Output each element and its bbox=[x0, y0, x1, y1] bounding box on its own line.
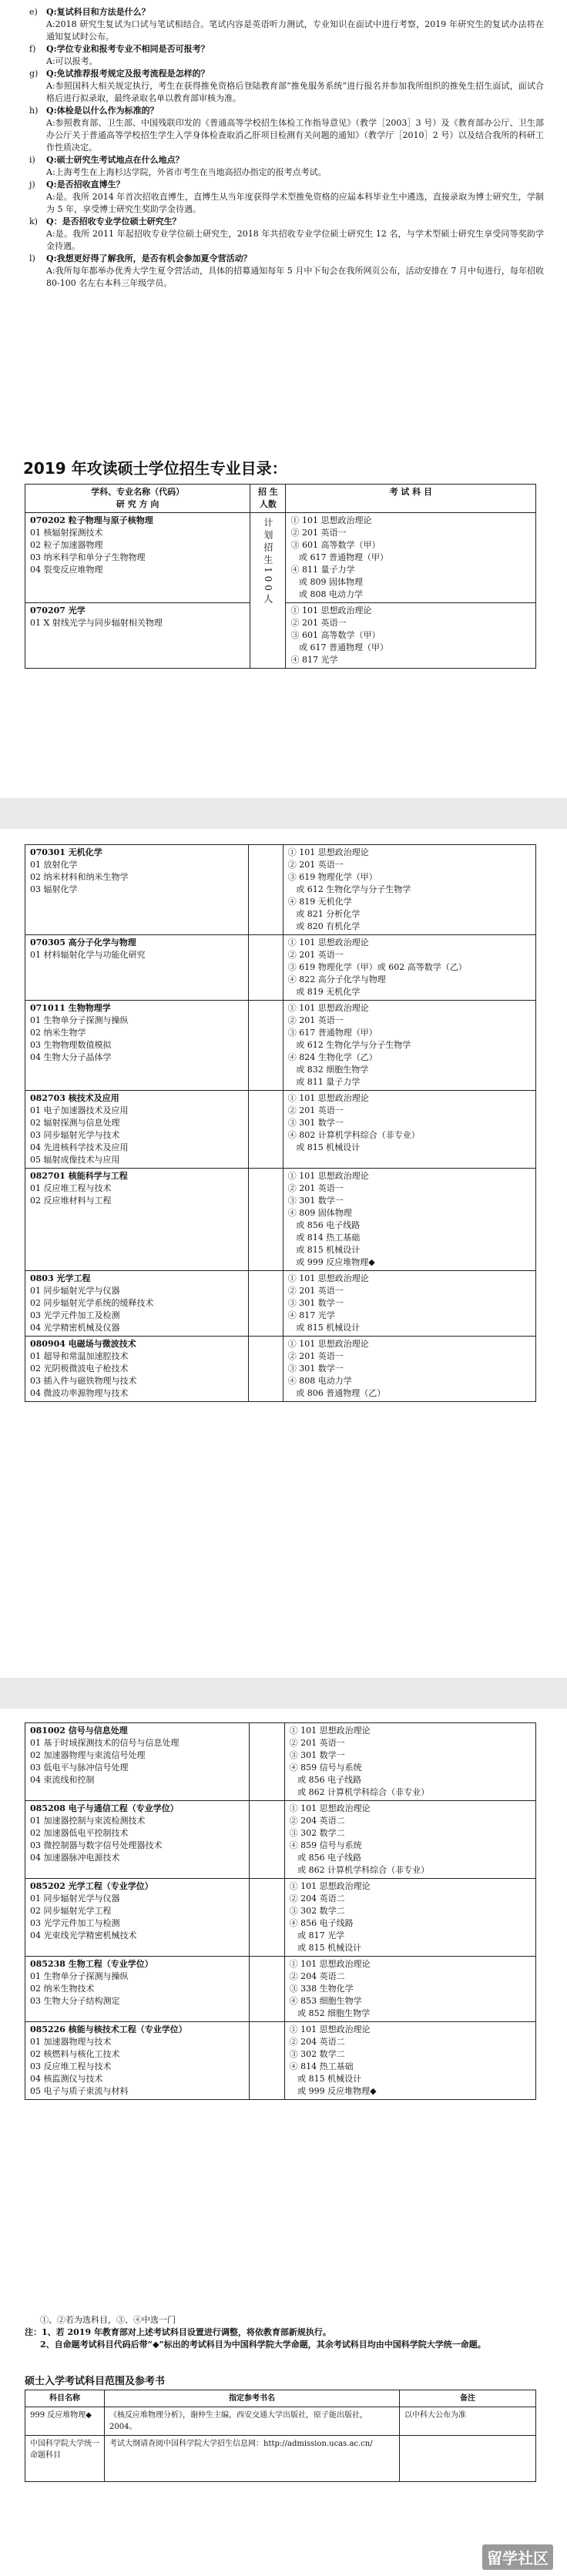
exam-subject: ② 201 英语一 bbox=[287, 1351, 344, 1361]
major-row bbox=[25, 513, 536, 603]
research-direction: 01 基于时域探测技术的信号与信息处理 bbox=[30, 1738, 179, 1748]
major-name: 070305 高分子化学与物理 bbox=[30, 937, 136, 948]
exam-subject: ② 201 英语一 bbox=[287, 950, 344, 960]
exam-subject: ③ 301 数学一 bbox=[287, 1363, 344, 1374]
exam-subject: 或 815 机械设计 bbox=[287, 1142, 361, 1152]
exam-subject: ④ 853 细胞生物学 bbox=[289, 1996, 362, 2006]
faq-item bbox=[29, 105, 544, 154]
research-direction: 04 光学精密机械及仪器 bbox=[30, 1323, 120, 1333]
faq-label: e) bbox=[29, 7, 38, 17]
subjects-cell bbox=[284, 1723, 535, 1801]
exam-subject: ④ 809 固体物理 bbox=[287, 1208, 352, 1218]
faq-answer: A:可以报考。 bbox=[46, 56, 98, 66]
major-row bbox=[25, 1271, 536, 1337]
exam-subject: 或 819 无机化学 bbox=[287, 987, 361, 997]
research-direction: 05 电子与质子束流与材料 bbox=[30, 2086, 129, 2096]
exam-subject: ① 101 思想政治理论 bbox=[287, 937, 369, 948]
major-row bbox=[25, 1723, 536, 1801]
quota-cell bbox=[248, 845, 283, 935]
subjects-cell bbox=[284, 2022, 535, 2100]
major-cell bbox=[25, 1271, 249, 1337]
exam-subject: ③ 302 数学二 bbox=[289, 2049, 345, 2059]
exam-subject: ③ 302 数学二 bbox=[289, 1906, 345, 1916]
major-row bbox=[25, 1001, 536, 1091]
exam-subject: ③ 601 高等数学（甲） bbox=[290, 630, 381, 640]
exam-subject: 或 862 计算机学科综合（非专业） bbox=[289, 1787, 430, 1797]
subjects-cell bbox=[284, 1801, 535, 1879]
exam-subject: 或 817 光学 bbox=[289, 1930, 345, 1940]
ref-row bbox=[25, 2407, 536, 2436]
major-cell bbox=[25, 935, 249, 1001]
exam-subject: 或 814 热工基础 bbox=[287, 1233, 361, 1243]
ref-subject: 中国科学院大学统一命题科目 bbox=[25, 2436, 105, 2482]
header-subjects: 考 试 科 目 bbox=[286, 485, 536, 513]
subjects-cell bbox=[284, 1957, 535, 2022]
note-1: 注：1、若 2019 年教育部对上述考试科目设置进行调整，将依教育部新规执行。 bbox=[25, 2327, 331, 2337]
faq-answer: A:是。我所 2011 年起招收专业学位硕士研究生，2018 年共招收专业学位硕士研究生 12 名，与学术型硕士研究生享受同等奖助学金待遇。 bbox=[46, 229, 544, 251]
exam-subject: ② 201 英语一 bbox=[289, 1738, 345, 1748]
research-direction: 03 光学元件加工与检测 bbox=[30, 1918, 120, 1928]
research-direction: 01 加速器物理与技术 bbox=[30, 2037, 112, 2047]
exam-subject: ② 204 英语二 bbox=[289, 1971, 345, 1981]
page-3 bbox=[0, 1709, 567, 2576]
major-name: 085202 光学工程（专业学位） bbox=[30, 1881, 153, 1891]
page-gap bbox=[0, 1678, 567, 1709]
quota-cell bbox=[248, 1091, 283, 1169]
faq-list bbox=[29, 6, 544, 290]
research-direction: 02 纳米生物学 bbox=[30, 1028, 86, 1038]
exam-subject: ④ 859 信号与系统 bbox=[289, 1763, 362, 1773]
exam-subject: 或 832 细胞生物学 bbox=[287, 1065, 369, 1075]
exam-subject: ④ 817 光学 bbox=[287, 1310, 335, 1320]
catalog-title: 2019 年攻读硕士学位招生专业目录： bbox=[23, 459, 287, 478]
quota-plan: 计划招生100人 bbox=[262, 518, 273, 606]
major-row bbox=[25, 1169, 536, 1271]
faq-answer: A:我所每年都举办优秀大学生夏令营活动，具体的招募通知每年 5 月中下旬会在我所网页公布，活动安排在 7 月中旬进行，每年招收 80-100 名左右本科三年级学员。 bbox=[46, 266, 544, 288]
exam-subject: ① 101 思想政治理论 bbox=[289, 1959, 371, 1969]
research-direction: 01 放射化学 bbox=[30, 860, 78, 870]
note-0: ①、②若为选科目，③、④中选一门 bbox=[40, 2315, 176, 2325]
faq-answer: A:2018 研究生复试为口试与笔试相结合。笔试内容是英语听力测试，专业知识在面试中进行考察，2019 年研究生的复试办法将在通知复试时公布。 bbox=[46, 19, 544, 42]
research-direction: 04 裂变反应堆物理 bbox=[30, 565, 103, 575]
page-2 bbox=[0, 829, 567, 1678]
research-direction: 03 同步辐射光学与技术 bbox=[30, 1130, 120, 1140]
faq-item bbox=[29, 43, 544, 68]
ref-header-name: 科目名称 bbox=[25, 2390, 105, 2407]
exam-subject: ③ 617 普通物理（甲） bbox=[287, 1028, 377, 1038]
faq-question: Q:复试科目和方法是什么？ bbox=[46, 7, 150, 17]
faq-question: Q:是否招收直博生？ bbox=[46, 179, 125, 190]
faq-answer: A:是。我所 2014 年首次招收直博生，直博生从当年度获得学术型推免资格的应届本科毕业生中遴选，直接录取为博士研究生，学制为 5 年，享受博士研究生奖助学金待遇。 bbox=[46, 192, 544, 214]
exam-subject: ④ 808 电动力学 bbox=[287, 1376, 352, 1386]
catalog-table-1 bbox=[25, 484, 536, 669]
exam-subject: ③ 619 物理化学（甲） bbox=[287, 872, 377, 882]
ref-book: 考试大纲请查阅中国科学院大学招生信息网：http://admission.ucas.ac.cn/ bbox=[105, 2436, 400, 2482]
exam-subject: 或 811 量子力学 bbox=[287, 1077, 361, 1087]
major-name: 082701 核能科学与工程 bbox=[30, 1171, 128, 1181]
major-name: 081002 信号与信息处理 bbox=[30, 1726, 128, 1736]
exam-subject: 或 612 生物化学与分子生物学 bbox=[287, 884, 411, 894]
major-cell bbox=[25, 1801, 250, 1879]
exam-subject: 或 815 机械设计 bbox=[287, 1323, 361, 1333]
research-direction: 03 生物大分子结构测定 bbox=[30, 1996, 120, 2006]
major-row bbox=[25, 1091, 536, 1169]
exam-subject: ④ 814 热工基础 bbox=[289, 2061, 354, 2071]
research-direction: 02 辐射探测与信息处理 bbox=[30, 1118, 120, 1128]
faq-answer: A:上海考生在上海杉达学院，外省市考生在当地高招办指定的报考点考试。 bbox=[46, 167, 327, 177]
research-direction: 04 束流线和控制 bbox=[30, 1775, 95, 1785]
quota-cell bbox=[250, 1957, 284, 2022]
quota-cell bbox=[250, 1879, 284, 1957]
exam-subject: 或 815 机械设计 bbox=[289, 2074, 362, 2084]
major-cell bbox=[25, 1337, 249, 1402]
exam-subject: 或 808 电动力学 bbox=[290, 589, 363, 599]
exam-subject: 或 815 机械设计 bbox=[289, 1943, 362, 1953]
exam-subject: ① 101 思想政治理论 bbox=[287, 847, 369, 857]
major-row bbox=[25, 1337, 536, 1402]
notes bbox=[25, 2314, 544, 2351]
exam-subject: ④ 856 电子线路 bbox=[289, 1918, 354, 1928]
research-direction: 03 微控制器与数字信号处理器技术 bbox=[30, 1840, 163, 1850]
research-direction: 01 反应堆工程与技术 bbox=[30, 1183, 112, 1193]
subjects-cell bbox=[283, 1169, 535, 1271]
faq-label: g) bbox=[29, 69, 39, 79]
research-direction: 03 插入件与磁铁物理与技术 bbox=[30, 1376, 137, 1386]
research-direction: 04 核监测仪与技术 bbox=[30, 2074, 103, 2084]
quota-cell bbox=[248, 935, 283, 1001]
research-direction: 04 光束线光学精密机械技术 bbox=[30, 1930, 137, 1940]
exam-subject: ② 201 英语一 bbox=[287, 1286, 344, 1296]
research-direction: 02 纳米生物技术 bbox=[30, 1984, 95, 1994]
research-direction: 03 辐射化学 bbox=[30, 884, 78, 894]
exam-subject: ② 201 英语一 bbox=[290, 528, 347, 538]
research-direction: 01 加速器控制与束流检测技术 bbox=[30, 1816, 146, 1826]
exam-subject: ① 101 思想政治理论 bbox=[287, 1003, 369, 1013]
ref-subject: 999 反应堆物理◆ bbox=[25, 2407, 105, 2436]
research-direction: 03 生物物理数值模拟 bbox=[30, 1040, 112, 1050]
major-row bbox=[25, 1801, 536, 1879]
subjects-cell bbox=[283, 1337, 535, 1402]
research-direction: 02 加速器物理与束流信号处理 bbox=[30, 1750, 146, 1760]
faq-question: Q:学位专业和报考专业不相同是否可报考？ bbox=[46, 44, 210, 54]
quota-cell bbox=[250, 1801, 284, 1879]
exam-subject: 或 806 普通物理（乙） bbox=[287, 1388, 386, 1398]
exam-subject: 或 617 普通物理（甲） bbox=[290, 642, 388, 652]
exam-subject: ① 101 思想政治理论 bbox=[290, 515, 372, 525]
ref-note bbox=[400, 2436, 536, 2482]
exam-subject: ② 204 英语二 bbox=[289, 1893, 345, 1903]
research-direction: 04 生物大分子晶体学 bbox=[30, 1052, 112, 1062]
major-name: 070202 粒子物理与原子核物理 bbox=[30, 515, 153, 525]
header-major: 学科、专业名称（代码） 研 究 方 向 bbox=[25, 485, 250, 513]
exam-subject: ② 201 英语一 bbox=[287, 860, 344, 870]
faq-item bbox=[29, 6, 544, 43]
research-direction: 04 加速器脉冲电源技术 bbox=[30, 1853, 120, 1863]
research-direction: 03 反应堆工程与技术 bbox=[30, 2061, 112, 2071]
major-cell bbox=[25, 603, 250, 669]
research-direction: 02 同步辐射光学系统的缓释技术 bbox=[30, 1298, 154, 1308]
research-direction: 02 同步辐射光学工程 bbox=[30, 1906, 112, 1916]
subjects-cell bbox=[283, 845, 535, 935]
major-name: 071011 生物物理学 bbox=[30, 1003, 111, 1013]
major-cell bbox=[25, 1957, 250, 2022]
major-cell bbox=[25, 1091, 249, 1169]
subjects-cell bbox=[283, 935, 535, 1001]
exam-subject: 或 852 细胞生物学 bbox=[289, 2008, 371, 2018]
faq-item bbox=[29, 253, 544, 290]
major-cell bbox=[25, 1001, 249, 1091]
exam-subject: ③ 301 数学一 bbox=[287, 1196, 344, 1206]
exam-subject: ④ 822 高分子化学与物理 bbox=[287, 974, 386, 984]
quota-cell bbox=[250, 2022, 284, 2100]
exam-subject: ① 101 思想政治理论 bbox=[289, 1726, 371, 1736]
exam-subject: ① 101 思想政治理论 bbox=[289, 2024, 371, 2034]
research-direction: 01 电子加速器技术及应用 bbox=[30, 1105, 129, 1115]
research-direction: 03 低电平与脉冲信号处理 bbox=[30, 1763, 129, 1773]
major-row bbox=[25, 2022, 536, 2100]
research-direction: 01 同步辐射光学与仪器 bbox=[30, 1286, 120, 1296]
major-name: 085238 生物工程（专业学位） bbox=[30, 1959, 153, 1969]
exam-subject: ③ 601 高等数学（甲） bbox=[290, 540, 381, 550]
research-direction: 01 生物单分子探测与操纵 bbox=[30, 1015, 129, 1025]
ref-header-note: 备注 bbox=[400, 2390, 536, 2407]
exam-subject: ④ 811 量子力学 bbox=[290, 565, 355, 575]
exam-subject: ① 101 思想政治理论 bbox=[289, 1881, 371, 1891]
exam-subject: ② 201 英语一 bbox=[287, 1105, 344, 1115]
exam-subject: ③ 301 数学一 bbox=[287, 1118, 344, 1128]
faq-label: f) bbox=[29, 44, 36, 54]
exam-subject: ③ 302 数学二 bbox=[289, 1828, 345, 1838]
research-direction: 02 反应堆材料与工程 bbox=[30, 1196, 112, 1206]
exam-subject: ① 101 思想政治理论 bbox=[287, 1273, 369, 1283]
faq-label: h) bbox=[29, 106, 39, 116]
exam-subject: ④ 819 无机化学 bbox=[287, 897, 352, 907]
exam-subject: ① 101 思想政治理论 bbox=[287, 1171, 369, 1181]
exam-subject: ② 204 英语二 bbox=[289, 1816, 345, 1826]
faq-question: Q:免试推荐报考规定及报考流程是怎样的？ bbox=[46, 69, 210, 79]
exam-subject: ④ 802 计算机学科综合（非专业） bbox=[287, 1130, 420, 1140]
research-direction: 05 辐射成像技术与应用 bbox=[30, 1155, 120, 1165]
faq-question: Q：是否招收专业学位硕士研究生？ bbox=[46, 216, 181, 226]
subjects-cell bbox=[286, 603, 536, 669]
faq-item bbox=[29, 68, 544, 105]
page-1 bbox=[0, 0, 567, 798]
exam-subject: 或 856 电子线路 bbox=[289, 1853, 362, 1863]
subjects-cell bbox=[286, 513, 536, 603]
major-row bbox=[25, 1879, 536, 1957]
subjects-cell bbox=[283, 1001, 535, 1091]
research-direction: 03 纳米科学和单分子生物物理 bbox=[30, 552, 146, 562]
quota-cell bbox=[248, 1337, 283, 1402]
faq-answer: A:参照教育部、卫生部、中国残联印发的《普通高等学校招生体检工作指导意见》（教学［2003］3 号）及《教育部办公厅、卫生部办公厅关于普通高等学校招生学生入学身体检查取消乙肝项目检测有关问题的通知》（教学厅［2010］2 号）以及结合我所的科研工作性质决定。 bbox=[46, 118, 544, 153]
exam-subject: 或 999 反应堆物理◆ bbox=[289, 2086, 377, 2096]
catalog-table-3 bbox=[25, 1722, 536, 2100]
quota-cell bbox=[248, 1001, 283, 1091]
faq-label: k) bbox=[29, 216, 38, 226]
faq-label: l) bbox=[29, 253, 35, 263]
research-direction: 02 光阴极微波电子枪技术 bbox=[30, 1363, 129, 1374]
major-name: 085208 电子与通信工程（专业学位） bbox=[30, 1803, 179, 1813]
research-direction: 01 核辐射探测技术 bbox=[30, 528, 103, 538]
research-direction: 01 材料辐射化学与功能化研究 bbox=[30, 950, 146, 960]
ref-row bbox=[25, 2436, 536, 2482]
exam-subject: 或 856 电子线路 bbox=[287, 1220, 361, 1230]
exam-subject: ② 201 英语一 bbox=[287, 1015, 344, 1025]
exam-subject: ② 201 英语一 bbox=[287, 1183, 344, 1193]
faq-item bbox=[29, 154, 544, 179]
page-gap bbox=[0, 798, 567, 829]
faq-question: Q:我想更好得了解我所，是否有机会参加夏令营活动？ bbox=[46, 253, 252, 263]
exam-subject: ① 101 思想政治理论 bbox=[289, 1803, 371, 1813]
exam-subject: ① 101 思想政治理论 bbox=[287, 1339, 369, 1349]
major-name: 070301 无机化学 bbox=[30, 847, 102, 857]
note-2: 2、自命题考试科目代码后带“◆”标出的考试科目为中国科学院大学命题，其余考试科目均由中国科学院大学统一命题。 bbox=[40, 2340, 486, 2350]
major-row bbox=[25, 935, 536, 1001]
major-cell bbox=[25, 1879, 250, 1957]
research-direction: 02 粒子加速器物理 bbox=[30, 540, 103, 550]
exam-subject: 或 999 反应堆物理◆ bbox=[287, 1257, 375, 1267]
ref-header-book: 指定参考书名 bbox=[105, 2390, 400, 2407]
exam-subject: 或 617 普通物理（甲） bbox=[290, 552, 388, 562]
research-direction: 04 微波功率源物理与技术 bbox=[30, 1388, 129, 1398]
reference-table bbox=[25, 2390, 536, 2482]
major-cell bbox=[25, 1169, 249, 1271]
quota-cell bbox=[250, 513, 286, 669]
major-row bbox=[25, 1957, 536, 2022]
faq-question: Q:硕士研究生考试地点在什么地点？ bbox=[46, 155, 184, 165]
faq-label: j) bbox=[29, 179, 35, 190]
exam-subject: ② 204 英语二 bbox=[289, 2037, 345, 2047]
research-direction: 02 加速器低电平控制技术 bbox=[30, 1828, 129, 1838]
exam-subject: ③ 301 数学一 bbox=[289, 1750, 345, 1760]
faq-item bbox=[29, 179, 544, 216]
exam-subject: ③ 301 数学一 bbox=[287, 1298, 344, 1308]
faq-label: i) bbox=[29, 155, 35, 165]
exam-subject: ① 101 思想政治理论 bbox=[287, 1093, 369, 1103]
exam-subject: 或 821 分析化学 bbox=[287, 909, 361, 919]
major-name: 080904 电磁场与微波技术 bbox=[30, 1339, 136, 1349]
exam-subject: ① 101 思想政治理论 bbox=[290, 605, 372, 615]
faq-answer: A:参照国科大相关规定执行，考生在获得推免资格后登陆教育部“推免服务系统”进行报名并参加我所组织的推免生招生面试，面试合格后进行拟录取，最终录取名单以教育部审核为准。 bbox=[46, 81, 544, 103]
faq-question: Q:体检是以什么作为标准的？ bbox=[46, 106, 159, 116]
exam-subject: 或 809 固体物理 bbox=[290, 577, 363, 587]
research-direction: 02 纳米材料和纳米生物学 bbox=[30, 872, 129, 882]
ref-book: 《核反应堆物理分析》，谢仲生主编，西安交通大学出版社，原子能出版社，2004。 bbox=[105, 2407, 400, 2436]
quota-cell bbox=[248, 1169, 283, 1271]
research-direction: 02 核燃料与核化工技术 bbox=[30, 2049, 120, 2059]
research-direction: 01 同步辐射光学与仪器 bbox=[30, 1893, 120, 1903]
quota-cell bbox=[250, 1723, 284, 1801]
exam-subject: 或 612 生物化学与分子生物学 bbox=[287, 1040, 411, 1050]
subjects-cell bbox=[283, 1091, 535, 1169]
header-quota: 招 生 人数 bbox=[250, 485, 286, 513]
exam-subject: 或 815 机械设计 bbox=[287, 1245, 361, 1255]
subjects-cell bbox=[283, 1271, 535, 1337]
major-name: 085226 核能与核技术工程（专业学位） bbox=[30, 2024, 187, 2034]
exam-subject: ④ 817 光学 bbox=[290, 655, 338, 665]
exam-subject: 或 862 计算机学科综合（非专业） bbox=[289, 1865, 430, 1875]
quota-cell bbox=[248, 1271, 283, 1337]
major-name: 070207 光学 bbox=[30, 605, 86, 615]
exam-subject: ② 201 英语一 bbox=[290, 618, 347, 628]
reference-title: 硕士入学考试科目范围及参考书 bbox=[25, 2376, 166, 2387]
major-cell bbox=[25, 513, 250, 603]
exam-subject: 或 820 有机化学 bbox=[287, 921, 361, 931]
faq-item bbox=[29, 216, 544, 253]
research-direction: 03 光学元件加工及检测 bbox=[30, 1310, 120, 1320]
subjects-cell bbox=[284, 1879, 535, 1957]
exam-subject: ③ 619 物理化学（甲）或 602 高等数学（乙） bbox=[287, 962, 467, 972]
research-direction: 01 X 射线光学与同步辐射相关物理 bbox=[30, 618, 163, 628]
major-cell bbox=[25, 1723, 250, 1801]
major-row bbox=[25, 845, 536, 935]
exam-subject: ④ 824 生物化学（乙） bbox=[287, 1052, 377, 1062]
major-name: 0803 光学工程 bbox=[30, 1273, 91, 1283]
research-direction: 04 先进核科学技术及应用 bbox=[30, 1142, 129, 1152]
watermark-logo: 留学社区 bbox=[482, 2544, 553, 2570]
exam-subject: ③ 338 生物化学 bbox=[289, 1984, 354, 1994]
research-direction: 01 超导和常温加速腔技术 bbox=[30, 1351, 129, 1361]
exam-subject: ④ 859 信号与系统 bbox=[289, 1840, 362, 1850]
major-cell bbox=[25, 2022, 250, 2100]
exam-subject: 或 856 电子线路 bbox=[289, 1775, 362, 1785]
research-direction: 01 生物单分子探测与操纵 bbox=[30, 1971, 129, 1981]
major-cell bbox=[25, 845, 249, 935]
ref-note: 以中科大公布为准 bbox=[400, 2407, 536, 2436]
catalog-table-2 bbox=[25, 844, 536, 1402]
major-name: 082703 核技术及应用 bbox=[30, 1093, 119, 1103]
